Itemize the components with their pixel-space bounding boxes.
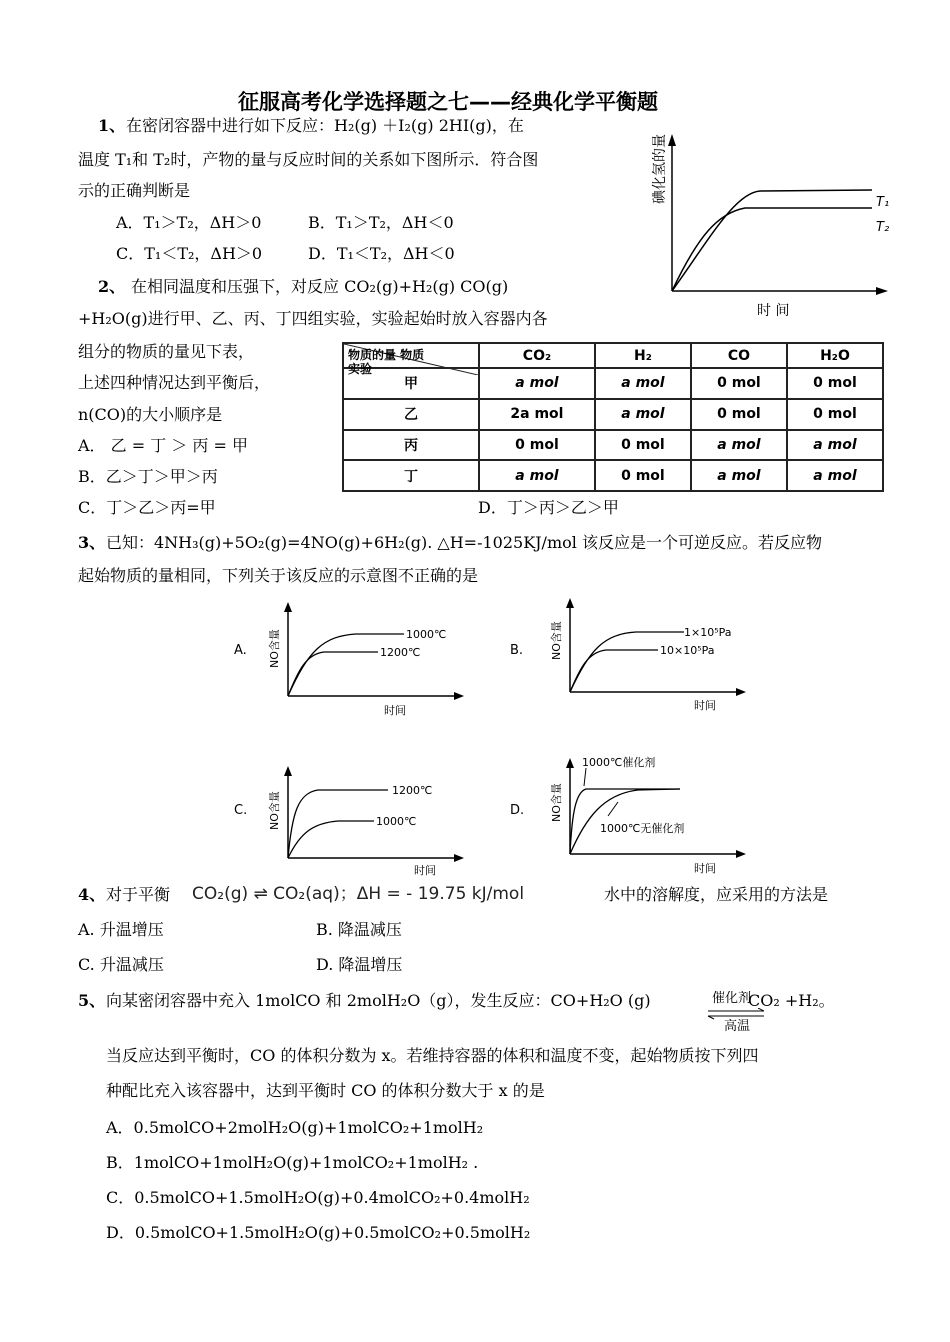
q1-legend-t1: T₁ [876, 195, 890, 210]
q1-option-b: B．T₁＞T₂，ΔH＜0 [308, 213, 454, 232]
q4-option-a: A. 升温增压 [78, 920, 164, 939]
table-cell: 0 mol [595, 430, 691, 461]
table-header: CO₂ [479, 343, 595, 368]
q5-option-b: B．1molCO+1molH₂O(g)+1molCO₂+1molH₂ . [106, 1153, 479, 1172]
q2-number: 2、 [98, 277, 126, 296]
chart-label-top: 1×10⁵Pa [684, 626, 732, 639]
q1-chart [650, 118, 900, 330]
chart-curve-top [288, 790, 388, 858]
q3-chart-d [508, 752, 768, 878]
table-header: H₂ [595, 343, 691, 368]
table-row [343, 430, 883, 461]
table-cell: a mol [691, 460, 787, 491]
table-cell: 0 mol [691, 399, 787, 430]
chart-xlabel: 时间 [414, 864, 436, 877]
chart-label-bottom: 10×10⁵Pa [660, 644, 715, 657]
chart-letter: D. [510, 803, 525, 818]
table-corner-cell [343, 343, 479, 376]
chart-letter: C. [234, 803, 248, 818]
chart-label-bottom: 1000℃ [376, 815, 417, 828]
q1-option-c: C．T₁＜T₂，ΔH＞0 [116, 244, 263, 263]
table-cell: a mol [787, 460, 883, 491]
q4-post: 水中的溶解度，应采用的方法是 [604, 885, 829, 904]
chart-label-top: 1200℃ [392, 784, 433, 797]
q3-chart-a [228, 596, 488, 722]
q2-line1: 在相同温度和压强下，对反应 CO₂(g)+H₂(g) CO(g) [131, 277, 509, 296]
table-cell: a mol [479, 460, 595, 491]
chart-label-bottom: 1000℃无催化剂 [600, 822, 685, 835]
chart-ylabel: NO含量 [268, 791, 281, 830]
q4-pre: 对于平衡 [106, 885, 171, 904]
table-cell: 0 mol [787, 368, 883, 399]
q5-line1-end: CO₂ +H₂。 [748, 991, 835, 1010]
table-cell: 0 mol [479, 430, 595, 461]
q3-number: 3、 [78, 533, 106, 552]
q4-number: 4、 [78, 885, 106, 904]
table-header: CO [691, 343, 787, 368]
chart-label-bottom: 1200℃ [380, 646, 421, 659]
q5-option-d: D．0.5molCO+1.5molH₂O(g)+0.5molCO₂+0.5molH₂ [106, 1223, 531, 1242]
chart-letter: A. [234, 643, 247, 658]
chart-letter: B. [510, 643, 524, 658]
table-cell: a mol [787, 430, 883, 461]
q1-y-arrow [668, 134, 676, 146]
q1-line2: 温度 T₁和 T₂时，产物的量与反应时间的关系如下图所示．符合图 [78, 150, 539, 169]
q2-option-a: A． 乙 = 丁 ＞ 丙 = 甲 [78, 436, 248, 455]
chart-label-top: 1000℃催化剂 [582, 756, 656, 769]
q2-line5: n(CO)的大小顺序是 [78, 405, 223, 424]
table-header-row [343, 343, 883, 368]
table-row-label: 甲 [343, 368, 479, 399]
table-row [343, 399, 883, 430]
table-row [343, 460, 883, 491]
chart-curve-bottom [288, 652, 378, 696]
table-cell: a mol [479, 368, 595, 399]
q3-chart-c [228, 758, 488, 884]
chart-curve-top [288, 634, 404, 696]
q1-option-a: A．T₁＞T₂，ΔH＞0 [116, 213, 262, 232]
chart-curve-bottom [288, 821, 374, 858]
q5-arrow-bottom: 高温 [724, 1019, 751, 1034]
q5-option-a: A．0.5molCO+2molH₂O(g)+1molCO₂+1molH₂ [106, 1118, 484, 1137]
q2-line2: +H₂O(g)进行甲、乙、丙、丁四组实验，实验起始时放入容器内各 [78, 309, 548, 328]
chart-xlabel: 时间 [694, 699, 716, 712]
q4-option-c: C. 升温减压 [78, 955, 164, 974]
chart-curve-top [570, 632, 684, 692]
chart-ylabel: NO含量 [550, 621, 563, 660]
q3-chart-b [508, 594, 768, 720]
table-cell: 0 mol [595, 460, 691, 491]
q4-equation: CO₂(g) ⇌ CO₂(aq)；ΔH = - 19.75 kJ/mol [192, 884, 525, 904]
q4-option-b: B. 降温减压 [316, 920, 402, 939]
q1-option-d: D．T₁＜T₂，ΔH＜0 [308, 244, 455, 263]
table-row-label: 乙 [343, 399, 479, 430]
q2-option-c: C．丁＞乙＞丙=甲 [78, 498, 216, 517]
table-corner-bottom: 实验 [348, 362, 373, 376]
q5-arrow-top: 催化剂 [712, 991, 752, 1006]
q5-line2: 当反应达到平衡时，CO 的体积分数为 x。若维持容器的体积和温度不变，起始物质按下列四 [106, 1046, 759, 1065]
chart-label-top: 1000℃ [406, 628, 447, 641]
q1-chart-ylabel: 碘化氢的量 [652, 134, 668, 204]
q1-curve-t1 [672, 208, 872, 291]
q3-line2: 起始物质的量相同，下列关于该反应的示意图不正确的是 [78, 566, 479, 585]
chart-xlabel: 时间 [694, 862, 716, 875]
q1-curve-t2 [672, 190, 872, 291]
q3-line1: 已知：4NH₃(g)+5O₂(g)=4NO(g)+6H₂(g). △H=-1025KJ/mol 该反应是一个可逆反应。若反应物 [106, 533, 822, 552]
q1-legend-t2: T₂ [876, 220, 890, 235]
q2-option-b: B．乙＞丁＞甲＞丙 [78, 467, 218, 486]
q5-option-c: C．0.5molCO+1.5molH₂O(g)+0.4molCO₂+0.4molH₂ [106, 1188, 530, 1207]
page-title: 征服高考化学选择题之七——经典化学平衡题 [238, 90, 658, 114]
q2-data-table [342, 342, 884, 492]
q1-line1: 在密闭容器中进行如下反应：H₂(g) ＋I₂(g) 2HI(g)，在 [126, 116, 524, 135]
q1-chart-xlabel: 时 间 [757, 303, 790, 319]
q2-line3: 组分的物质的量见下表， [78, 342, 255, 361]
q5-line3: 种配比充入该容器中，达到平衡时 CO 的体积分数大于 x 的是 [106, 1081, 545, 1100]
table-cell: a mol [691, 430, 787, 461]
table-cell: a mol [595, 399, 691, 430]
chart-ylabel: NO含量 [268, 629, 281, 668]
q5-line1: 向某密闭容器中充入 1molCO 和 2molH₂O（g），发生反应：CO+H₂O (g) [106, 991, 651, 1010]
table-row-label: 丙 [343, 430, 479, 461]
q2-option-d: D．丁＞丙＞乙＞甲 [478, 498, 619, 517]
q1-x-arrow [876, 287, 888, 295]
table-corner-top: 物质的量 物质 [348, 348, 425, 362]
q1-line3: 示的正确判断是 [78, 181, 191, 200]
table-header: H₂O [787, 343, 883, 368]
chart-xlabel: 时间 [384, 704, 406, 717]
q4-option-d: D. 降温增压 [316, 955, 403, 974]
chart-curve-bottom [570, 650, 658, 692]
q2-line4: 上述四种情况达到平衡后， [78, 373, 271, 392]
table-cell: a mol [595, 368, 691, 399]
table-cell: 0 mol [691, 368, 787, 399]
table-cell: 2a mol [479, 399, 595, 430]
q5-number: 5、 [78, 991, 106, 1010]
table-row-label: 丁 [343, 460, 479, 491]
chart-ylabel: NO含量 [550, 783, 563, 822]
q1-number: 1、 [98, 116, 126, 135]
table-cell: 0 mol [787, 399, 883, 430]
